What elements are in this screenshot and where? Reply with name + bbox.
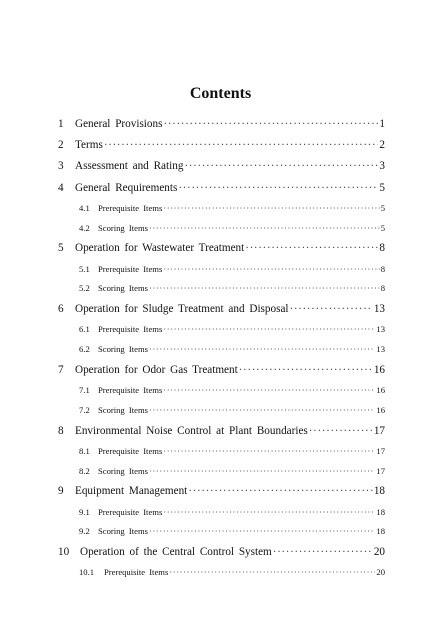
toc-entry-number: 9.1 bbox=[79, 506, 90, 517]
toc-entry-number: 1 bbox=[58, 118, 64, 130]
toc-entry-10-1[interactable] bbox=[58, 567, 385, 587]
dot-leader bbox=[290, 303, 373, 315]
toc-entry-number: 7.2 bbox=[79, 404, 90, 415]
dot-leader bbox=[163, 385, 375, 395]
dot-leader bbox=[149, 283, 380, 293]
toc-entry-number: 6.2 bbox=[79, 344, 90, 355]
toc-entry-page: 16 bbox=[373, 363, 385, 376]
dot-leader bbox=[163, 264, 379, 274]
toc-entry-title: General Requirements bbox=[75, 181, 178, 194]
toc-entry-number: 9.2 bbox=[79, 526, 90, 537]
toc-entry-page: 17 bbox=[376, 445, 385, 456]
dot-leader bbox=[309, 425, 373, 437]
dot-leader bbox=[163, 324, 375, 334]
toc-entry-9-2[interactable] bbox=[58, 526, 385, 546]
toc-entry-number: 5 bbox=[58, 242, 64, 255]
toc-entry-10[interactable] bbox=[58, 546, 385, 567]
toc-entry-page: 13 bbox=[373, 303, 385, 316]
toc-entry-page: 20 bbox=[373, 546, 385, 559]
dot-leader bbox=[149, 344, 375, 354]
toc-entry-title: Prerequisite Items bbox=[98, 324, 163, 335]
toc-entry-7-1[interactable] bbox=[58, 385, 385, 405]
dot-leader bbox=[163, 118, 378, 130]
toc-entry-number: 3 bbox=[58, 160, 64, 173]
toc-entry-page: 3 bbox=[379, 160, 385, 173]
dot-leader bbox=[239, 364, 373, 376]
toc-entry-title: Operation of the Central Control System bbox=[80, 546, 272, 559]
toc-entry-page: 18 bbox=[376, 506, 385, 517]
toc-entry-6-1[interactable] bbox=[58, 324, 385, 344]
toc-entry-title: Operation for Wastewater Treatment bbox=[75, 242, 245, 255]
toc-entry-4-1[interactable] bbox=[58, 203, 385, 223]
toc-entry-title: Prerequisite Items bbox=[98, 202, 163, 213]
toc-entry-page: 16 bbox=[376, 385, 385, 396]
toc-entry-5[interactable] bbox=[58, 242, 385, 263]
toc-entry-number: 8.2 bbox=[79, 465, 90, 476]
toc-entry-title: Operation for Odor Gas Treatment bbox=[75, 363, 238, 376]
toc-entry-page: 1 bbox=[379, 118, 385, 130]
toc-entry-5-1[interactable] bbox=[58, 264, 385, 284]
toc-entry-title: Terms bbox=[75, 139, 103, 152]
toc-entry-number: 10 bbox=[58, 546, 70, 559]
toc-entry-page: 5 bbox=[380, 202, 385, 213]
dot-leader bbox=[178, 182, 378, 194]
dot-leader bbox=[149, 466, 375, 476]
toc-entry-8[interactable] bbox=[58, 425, 385, 446]
table-of-contents bbox=[58, 118, 385, 587]
dot-leader bbox=[149, 526, 375, 536]
toc-entry-page: 8 bbox=[380, 283, 385, 294]
toc-entry-page: 17 bbox=[373, 424, 385, 437]
toc-entry-number: 9 bbox=[58, 485, 64, 498]
toc-entry-9-1[interactable] bbox=[58, 507, 385, 527]
toc-entry-number: 8.1 bbox=[79, 445, 90, 456]
dot-leader bbox=[273, 546, 373, 558]
toc-entry-title: Scoring Items bbox=[98, 526, 148, 537]
toc-entry-number: 7.1 bbox=[79, 385, 90, 396]
toc-entry-6[interactable] bbox=[58, 303, 385, 324]
toc-entry-page: 2 bbox=[379, 139, 385, 152]
toc-entry-number: 6 bbox=[58, 303, 64, 316]
toc-entry-page: 17 bbox=[376, 465, 385, 476]
toc-entry-3[interactable] bbox=[58, 160, 385, 181]
toc-entry-title: Environmental Noise Control at Plant Boundaries bbox=[75, 424, 308, 437]
toc-entry-title: Equipment Management bbox=[75, 485, 188, 498]
toc-entry-number: 7 bbox=[58, 363, 64, 376]
toc-entry-title: Scoring Items bbox=[98, 283, 148, 294]
toc-entry-8-2[interactable] bbox=[58, 466, 385, 486]
toc-entry-number: 6.1 bbox=[79, 324, 90, 335]
toc-entry-number: 2 bbox=[58, 139, 64, 152]
toc-entry-title: Prerequisite Items bbox=[98, 445, 163, 456]
dot-leader bbox=[149, 405, 375, 415]
toc-entry-number: 4.2 bbox=[79, 222, 90, 233]
toc-entry-title: General Provisions bbox=[75, 118, 163, 130]
toc-entry-page: 5 bbox=[379, 181, 385, 194]
toc-entry-number: 5.1 bbox=[79, 263, 90, 274]
toc-entry-title: Assessment and Rating bbox=[75, 160, 184, 173]
toc-entry-title: Scoring Items bbox=[98, 404, 148, 415]
page-title: Contents bbox=[189, 85, 252, 102]
toc-entry-title: Prerequisite Items bbox=[104, 567, 169, 578]
toc-entry-page: 13 bbox=[376, 324, 385, 335]
toc-entry-number: 8 bbox=[58, 424, 64, 437]
toc-entry-page: 8 bbox=[380, 263, 385, 274]
dot-leader bbox=[184, 160, 378, 172]
dot-leader bbox=[245, 242, 378, 254]
toc-entry-page: 18 bbox=[376, 526, 385, 537]
toc-entry-number: 4.1 bbox=[79, 202, 90, 213]
toc-entry-4[interactable] bbox=[58, 182, 385, 203]
toc-entry-5-2[interactable] bbox=[58, 283, 385, 303]
toc-entry-title: Prerequisite Items bbox=[98, 385, 163, 396]
dot-leader bbox=[149, 223, 380, 233]
toc-entry-number: 5.2 bbox=[79, 283, 90, 294]
toc-entry-page: 16 bbox=[376, 404, 385, 415]
dot-leader bbox=[169, 567, 375, 577]
toc-entry-number: 4 bbox=[58, 181, 64, 194]
toc-entry-4-2[interactable] bbox=[58, 223, 385, 243]
toc-entry-title: Operation for Sludge Treatment and Disposal bbox=[75, 303, 289, 316]
toc-entry-2[interactable] bbox=[58, 139, 385, 160]
toc-entry-7-2[interactable] bbox=[58, 405, 385, 425]
toc-entry-page: 13 bbox=[376, 344, 385, 355]
toc-entry-9[interactable] bbox=[58, 485, 385, 506]
dot-leader bbox=[163, 203, 379, 213]
toc-entry-page: 18 bbox=[373, 485, 385, 498]
toc-entry-title: Scoring Items bbox=[98, 344, 148, 355]
toc-entry-page: 20 bbox=[376, 567, 385, 578]
toc-entry-page: 5 bbox=[380, 222, 385, 233]
toc-entry-page: 8 bbox=[379, 242, 385, 255]
toc-entry-7[interactable] bbox=[58, 364, 385, 385]
dot-leader bbox=[163, 507, 375, 517]
dot-leader bbox=[188, 485, 373, 497]
toc-entry-title: Prerequisite Items bbox=[98, 506, 163, 517]
toc-entry-8-1[interactable] bbox=[58, 446, 385, 466]
toc-entry-1[interactable] bbox=[58, 118, 385, 139]
toc-entry-title: Scoring Items bbox=[98, 222, 148, 233]
toc-entry-number: 10.1 bbox=[79, 567, 95, 578]
toc-entry-title: Prerequisite Items bbox=[98, 263, 163, 274]
toc-entry-title: Scoring Items bbox=[98, 465, 148, 476]
dot-leader bbox=[163, 446, 375, 456]
toc-entry-6-2[interactable] bbox=[58, 344, 385, 364]
dot-leader bbox=[104, 139, 379, 151]
